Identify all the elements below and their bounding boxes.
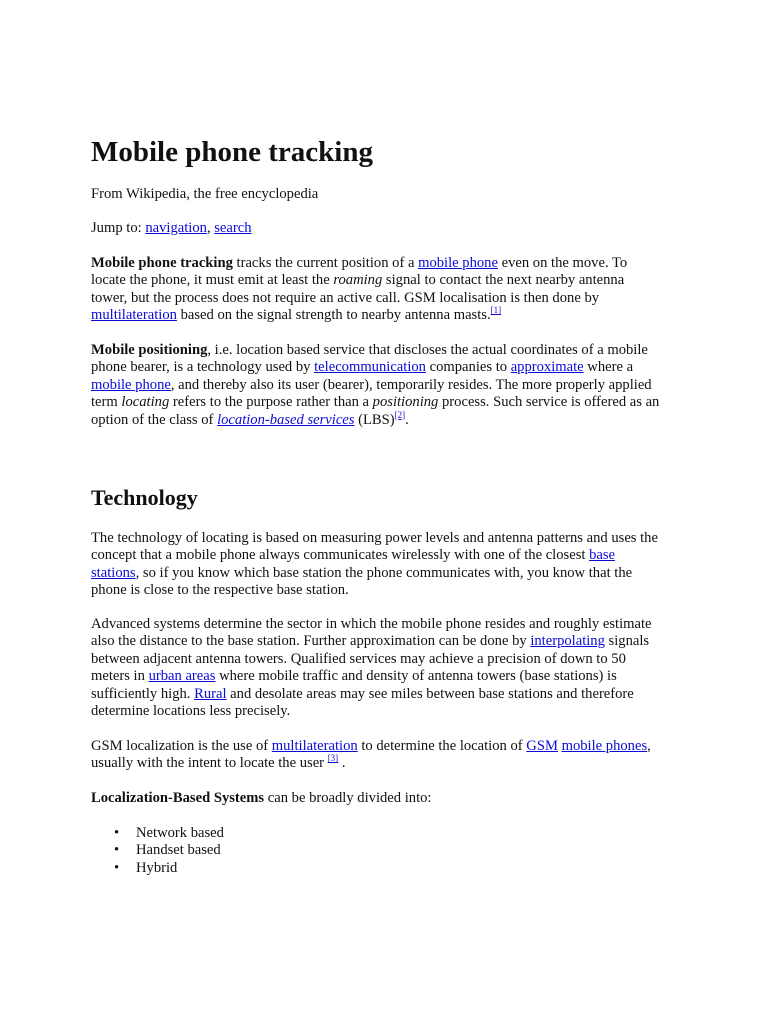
bold-term: Mobile phone tracking	[91, 255, 233, 271]
section-heading-technology: Technology	[91, 485, 198, 510]
text: phone bearer, is a technology used by	[91, 359, 315, 376]
paragraph-line	[91, 547, 691, 564]
intro-paragraph	[91, 255, 691, 325]
paragraph-line	[91, 651, 691, 668]
location-based-services-link[interactable]	[217, 412, 354, 428]
paragraph-line	[91, 359, 691, 376]
text: and desolate areas may see miles between base stations and therefore	[226, 685, 634, 702]
italic-term: locating	[121, 394, 170, 411]
text: .	[405, 411, 409, 428]
rural-link[interactable]: Rural	[194, 685, 227, 702]
text: tracks the current position of a	[232, 255, 419, 271]
list-item	[91, 825, 691, 842]
jump-links	[91, 220, 691, 237]
text: can be broadly divided into:	[264, 790, 432, 806]
technology-paragraph-2	[91, 616, 691, 720]
approximate-link[interactable]: approximate	[510, 359, 584, 376]
paragraph-line	[91, 582, 691, 599]
paragraph-line	[91, 409, 691, 429]
text: phone is close to the respective base station.	[91, 582, 349, 599]
reference-link-1[interactable]: [1]	[490, 305, 502, 316]
bullet-icon: •	[114, 859, 120, 876]
text: locate the phone, it must emit at least the	[91, 272, 334, 289]
text: term	[91, 394, 122, 411]
mobile-phones-link[interactable]: mobile phones	[561, 738, 648, 754]
multilateration-link[interactable]: multilateration	[271, 738, 358, 754]
text: , and thereby also its user (bearer), temporarily resides. The more properly applied	[170, 376, 652, 393]
bold-term: Mobile positioning	[91, 342, 208, 358]
paragraph-line	[91, 307, 691, 324]
jump-prefix: Jump to:	[91, 220, 146, 236]
paragraph-line	[91, 738, 691, 755]
text: usually with the intent to locate the user	[91, 755, 328, 772]
text: option of the class of	[91, 411, 218, 428]
base-stations-link[interactable]: stations	[91, 564, 136, 581]
text: , i.e. location based service that discloses the actual coordinates of a mobile	[207, 342, 648, 358]
italic-term: positioning	[372, 394, 439, 411]
positioning-paragraph	[91, 342, 691, 429]
list-item-label: Handset based	[136, 842, 221, 859]
mobile-phone-link[interactable]: mobile phone	[418, 255, 498, 271]
paragraph-line	[91, 686, 691, 703]
systems-list	[91, 825, 691, 877]
gsm-link[interactable]: GSM	[526, 738, 558, 754]
text: to determine the location of	[357, 738, 527, 754]
jump-separator: ,	[206, 220, 215, 236]
text: even on the move. To	[497, 255, 628, 271]
paragraph-line	[91, 272, 691, 289]
text: between adjacent antenna towers. Qualified services may achieve a precision of down to 50	[91, 650, 626, 667]
bullet-icon: •	[114, 825, 120, 841]
reference-link-2[interactable]: [2]	[394, 409, 406, 420]
multilateration-link[interactable]: multilateration	[91, 307, 177, 324]
paragraph-line	[91, 755, 691, 772]
italic-term: roaming	[333, 272, 383, 289]
text: (LBS)	[354, 411, 395, 428]
paragraph-line	[91, 633, 691, 650]
list-item	[91, 842, 691, 859]
search-link[interactable]: search	[214, 220, 252, 236]
list-item	[91, 860, 691, 877]
urban-areas-link[interactable]: urban areas	[148, 668, 216, 685]
text: Advanced systems determine the sector in which the mobile phone resides and roughly estimate	[91, 616, 652, 632]
paragraph-line	[91, 703, 691, 720]
text: where mobile traffic and density of antenna towers (base stations) is	[215, 668, 617, 685]
text: ,	[647, 738, 651, 754]
text: signal to contact the next nearby antenna	[382, 272, 625, 289]
reference-link-3[interactable]: [3]	[327, 753, 339, 764]
paragraph-line	[91, 342, 691, 359]
text: tower, but the process does not require an active call. GSM localisation is then done by	[91, 289, 600, 306]
text: GSM localization is the use of	[91, 738, 272, 754]
paragraph-line	[91, 616, 691, 633]
gsm-paragraph	[91, 738, 691, 773]
mobile-phone-link[interactable]: mobile phone	[91, 376, 171, 393]
text: where a	[583, 359, 634, 376]
text: process. Such service is offered as an	[438, 394, 660, 411]
link-text: location-based services	[217, 411, 355, 428]
bold-term: Localization-Based Systems	[91, 790, 265, 806]
paragraph-line	[91, 565, 691, 582]
bullet-icon: •	[114, 842, 120, 859]
text: meters in	[91, 668, 149, 685]
technology-paragraph-1	[91, 530, 691, 600]
base-stations-link[interactable]: base	[589, 547, 616, 564]
paragraph-line	[91, 530, 691, 547]
text: based on the signal strength to nearby antenna masts.	[176, 307, 491, 324]
subtitle: From Wikipedia, the free encyclopedia	[91, 186, 319, 202]
paragraph-line	[91, 255, 691, 272]
text: concept that a mobile phone always communicates wirelessly with one of the closest	[91, 547, 590, 564]
text: determine locations less precisely.	[91, 703, 291, 720]
text: The technology of locating is based on measuring power levels and antenna patterns and uses the	[91, 530, 658, 546]
text: , so if you know which base station the phone communicates with, you know that the	[135, 564, 633, 581]
list-item-label: Network based	[136, 825, 224, 841]
text: companies to	[425, 359, 511, 376]
systems-intro	[91, 790, 691, 807]
paragraph-line	[91, 394, 691, 411]
paragraph-line	[91, 668, 691, 685]
page-title: Mobile phone tracking	[91, 136, 373, 168]
list-item-label: Hybrid	[136, 859, 178, 876]
text: refers to the purpose rather than a	[169, 394, 373, 411]
navigation-link[interactable]: navigation	[145, 220, 207, 236]
text: also the distance to the base station. Further approximation can be done by	[91, 633, 531, 650]
interpolating-link[interactable]: interpolating	[530, 633, 605, 650]
text: signals	[604, 633, 650, 650]
telecommunication-link[interactable]: telecommunication	[314, 359, 426, 376]
text: .	[338, 755, 346, 772]
text: sufficiently high.	[91, 685, 195, 702]
paragraph-line	[91, 290, 691, 307]
paragraph-line	[91, 377, 691, 394]
